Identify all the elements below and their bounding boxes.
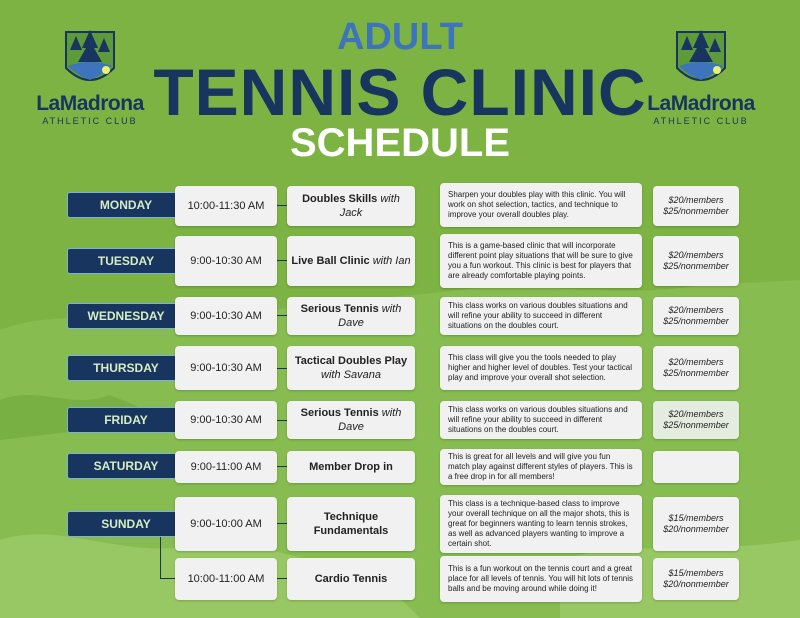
day-tuesday: TUESDAY [67, 248, 185, 274]
price: $20/members $25/nonmember [653, 401, 739, 439]
day-friday: FRIDAY [67, 407, 185, 433]
day-sunday: SUNDAY [67, 511, 185, 537]
club-subtitle: ATHLETIC CLUB [42, 116, 138, 126]
title-adult: ADULT [337, 16, 463, 58]
class-description: This class will give you the tools needed to play higher and higher level of doubles. Test your tactical play and improve your overall shot selection. [440, 346, 642, 390]
class-name: Tactical Doubles Play with Savana [287, 346, 415, 390]
price: $15/members $20/nonmember [653, 558, 739, 600]
price: $20/members $25/nonmember [653, 346, 739, 390]
price: $15/members $20/nonmember [653, 497, 739, 551]
class-description: This is great for all levels and will give you fun match play against different styles of players. This is a free drop in for all members! [440, 449, 642, 485]
club-subtitle: ATHLETIC CLUB [653, 116, 749, 126]
class-description: This is a fun workout on the tennis court and a great place for all levels of tennis. You will hit lots of tennis balls and be moving around while doing it! [440, 556, 642, 602]
time-slot: 9:00-10:30 AM [175, 401, 277, 439]
day-saturday: SATURDAY [67, 453, 185, 479]
club-name: LaMadrona [36, 92, 144, 115]
day-monday: MONDAY [67, 192, 185, 218]
time-slot: 9:00-11:00 AM [175, 451, 277, 483]
class-name: Serious Tennis with Dave [287, 297, 415, 335]
class-name: Live Ball Clinic with Ian [287, 236, 415, 286]
price: $20/members $25/nonmember [653, 236, 739, 286]
class-description: This class is a technique-based class to improve your overall technique on all the major shots, this is great for beginners wanting to learn tennis strokes, as well as advanced players wanting to improve a certain shot. [440, 495, 642, 553]
day-wednesday: WEDNESDAY [67, 303, 185, 329]
club-name: LaMadrona [647, 92, 755, 115]
time-slot: 9:00-10:30 AM [175, 236, 277, 286]
title-tennis-clinic: TENNIS CLINIC [153, 55, 647, 129]
price: $20/members $25/nonmember [653, 186, 739, 226]
class-description: This class works on various doubles situations and will refine your ability to succeed in different situations on the doubles court. [440, 297, 642, 335]
price: $20/members $25/nonmember [653, 297, 739, 335]
class-name: Cardio Tennis [287, 558, 415, 600]
time-slot: 9:00-10:30 AM [175, 346, 277, 390]
class-name: Member Drop in [287, 451, 415, 483]
title-schedule: SCHEDULE [289, 121, 511, 165]
time-slot: 10:00-11:00 AM [175, 558, 277, 600]
price-empty [653, 451, 739, 483]
class-description: Sharpen your doubles play with this clinic. You will work on shot selection, tactics, and technique to improve your overall doubles play. [440, 183, 642, 227]
class-name: Doubles Skills with Jack [287, 186, 415, 226]
class-name: Serious Tennis with Dave [287, 401, 415, 439]
connector-sunday-branch [160, 536, 161, 578]
day-thursday: THURSDAY [67, 355, 185, 381]
class-description: This is a game-based clinic that will incorporate different point play situations that will be sure to give you a fun workout. This clinic is best for players that are already comfortable playing points. [440, 234, 642, 288]
time-slot: 9:00-10:30 AM [175, 297, 277, 335]
time-slot: 10:00-11:30 AM [175, 186, 277, 226]
class-description: This class works on various doubles situations and will refine your ability to succeed in different situations on the doubles court. [440, 401, 642, 439]
time-slot: 9:00-10:00 AM [175, 497, 277, 551]
class-name: Technique Fundamentals [287, 497, 415, 551]
